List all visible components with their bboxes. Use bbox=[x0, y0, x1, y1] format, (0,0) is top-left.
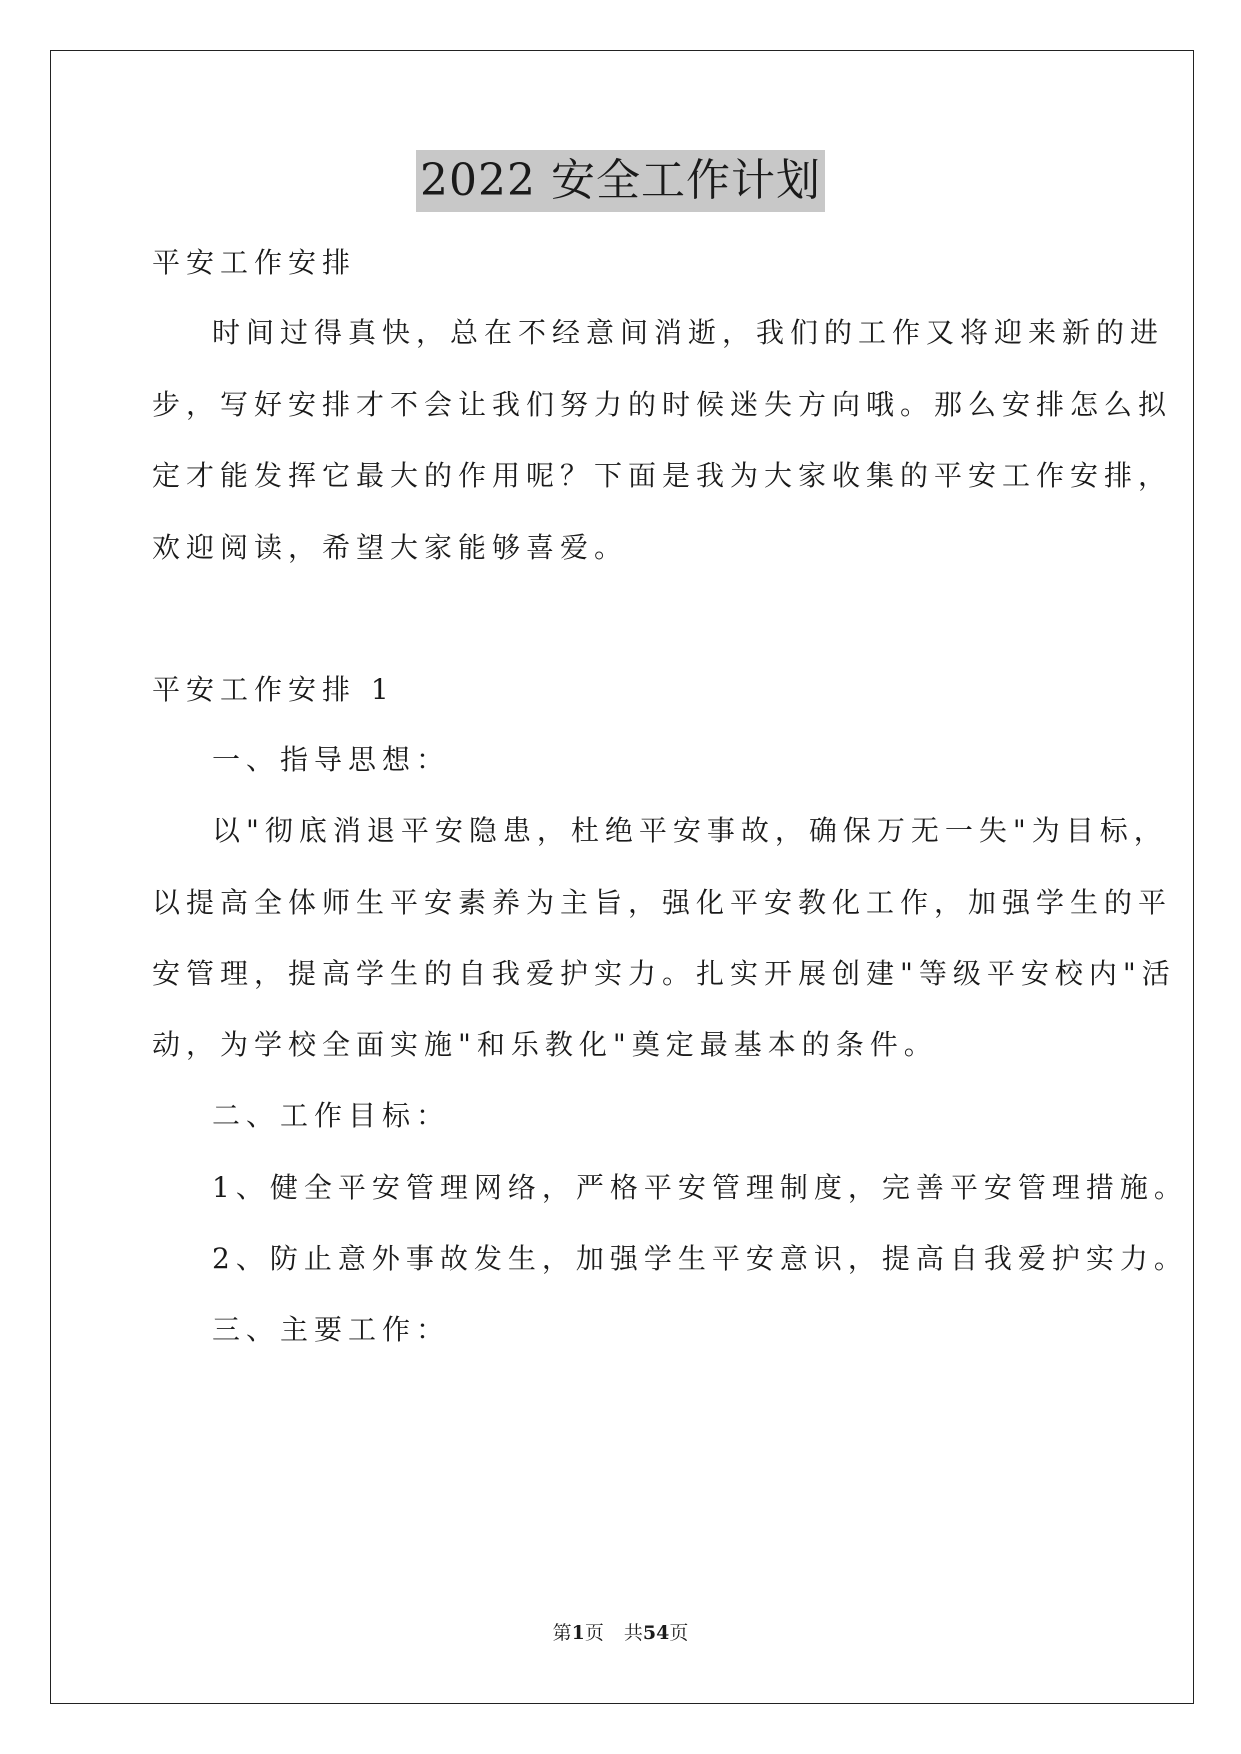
page-number: 1 bbox=[571, 1622, 585, 1644]
page-border bbox=[50, 50, 1194, 1704]
total-pages: 54 bbox=[642, 1622, 670, 1644]
paragraph-line: 时间过得真快，总在不经意间消逝，我们的工作又将迎来新的进 bbox=[212, 316, 1165, 349]
document-title: 2022 安全工作计划 bbox=[416, 150, 825, 212]
paragraph-line: 定才能发挥它最大的作用呢？下面是我为大家收集的平安工作安排， bbox=[152, 459, 1173, 492]
total-prefix: 共 bbox=[623, 1622, 643, 1644]
section-heading: 平安工作安排 bbox=[152, 246, 357, 279]
page-footer bbox=[0, 1618, 1241, 1645]
paragraph-line: 安管理，提高学生的自我爱护实力。扎实开展创建"等级平安校内"活 bbox=[152, 957, 1176, 990]
subheading: 二、工作目标： bbox=[212, 1099, 451, 1132]
paragraph-line: 动，为学校全面实施"和乐教化"奠定最基本的条件。 bbox=[152, 1028, 938, 1061]
section-heading: 平安工作安排 1 bbox=[152, 673, 395, 706]
title-container bbox=[0, 150, 1241, 212]
list-item: 2、防止意外事故发生，加强学生平安意识，提高自我爱护实力。 bbox=[212, 1242, 1188, 1275]
subheading: 三、主要工作： bbox=[212, 1313, 451, 1346]
paragraph-line: 欢迎阅读，希望大家能够喜爱。 bbox=[152, 531, 629, 564]
paragraph-line: 步，写好安排才不会让我们努力的时候迷失方向哦。那么安排怎么拟 bbox=[152, 388, 1173, 421]
page-suffix: 页 bbox=[584, 1622, 604, 1644]
paragraph-line: 以"彻底消退平安隐患，杜绝平安事故，确保万无一失"为目标， bbox=[212, 814, 1168, 847]
list-item: 1、健全平安管理网络，严格平安管理制度，完善平安管理措施。 bbox=[212, 1171, 1188, 1204]
page-prefix: 第 bbox=[552, 1622, 572, 1644]
total-suffix: 页 bbox=[669, 1622, 689, 1644]
subheading: 一、指导思想： bbox=[212, 743, 451, 776]
paragraph-line: 以提高全体师生平安素养为主旨，强化平安教化工作，加强学生的平 bbox=[152, 886, 1173, 919]
